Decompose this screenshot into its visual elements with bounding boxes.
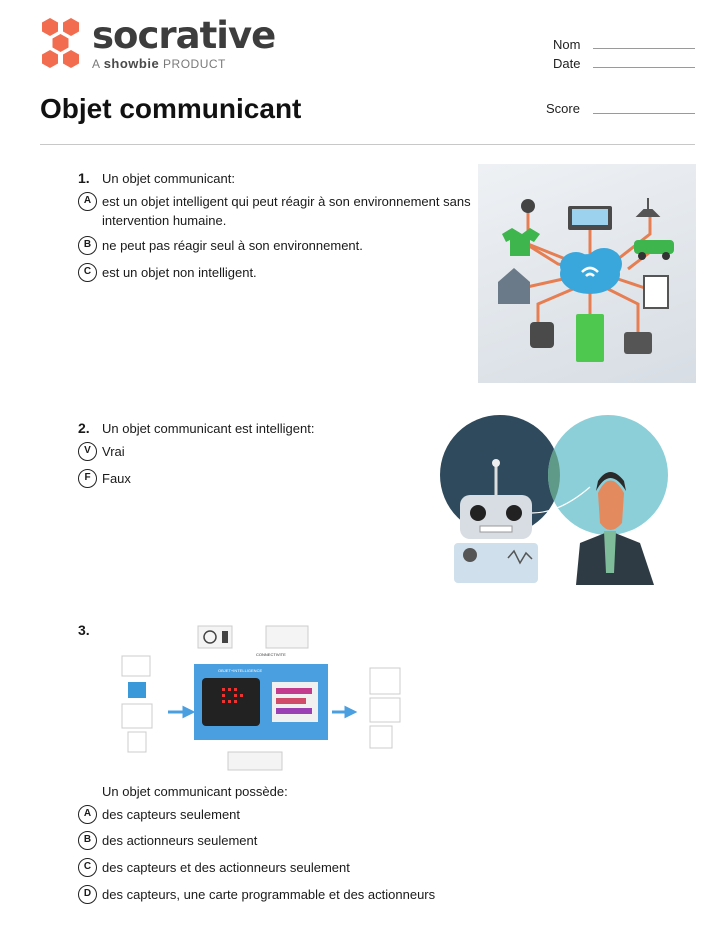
diagram-top-label: CONNECTIVITE: [256, 652, 286, 657]
person-face: [598, 481, 624, 531]
option-label: est un objet non intelligent.: [102, 265, 257, 280]
sensor-1: [122, 656, 150, 676]
question-2-number: 2.: [78, 420, 90, 436]
fridge-icon: [576, 314, 604, 362]
header-divider: [40, 144, 695, 145]
sensor-4: [128, 732, 146, 752]
scale-icon: [530, 322, 554, 348]
question-1-text: Un objet communicant:: [102, 171, 235, 186]
actuator-1: [370, 668, 400, 694]
diagram-board-label: OBJET+INTELLIGENCE: [218, 668, 263, 673]
lamp-icon: [638, 198, 658, 216]
watch-icon: [521, 199, 535, 213]
sensor-3: [122, 704, 152, 728]
option-label: des actionneurs seulement: [102, 833, 258, 848]
option-badge[interactable]: C: [78, 263, 97, 282]
actuator-2: [370, 698, 400, 722]
option-label: ne peut pas réagir seul à son environnement.: [102, 238, 363, 253]
option-badge[interactable]: C: [78, 858, 97, 877]
page-title: Objet communicant: [40, 93, 302, 124]
hexagon-logo-icon: [40, 16, 82, 68]
question-2-text: Un objet communicant est intelligent:: [102, 421, 315, 436]
brand-name: socrative: [92, 14, 276, 57]
question-3-number: 3.: [78, 622, 90, 638]
bottom-module: [228, 752, 282, 770]
option-badge[interactable]: V: [78, 442, 97, 461]
question-1-number: 1.: [78, 170, 90, 186]
mixer-icon: [624, 332, 652, 354]
score-label: Score: [546, 101, 580, 116]
bluetooth-icon: [222, 631, 228, 643]
option-badge[interactable]: B: [78, 236, 97, 255]
house-icon: [498, 268, 530, 304]
option-badge[interactable]: A: [78, 192, 97, 211]
option-label: Faux: [102, 471, 131, 486]
nom-field[interactable]: [593, 48, 695, 49]
option-label: est un objet intelligent qui peut réagir à son environnement sans intervention humaine.: [102, 194, 471, 228]
document-icon: [644, 276, 668, 308]
connected-object-diagram: [118, 622, 406, 774]
date-label: Date: [553, 56, 581, 71]
car-icon: [634, 240, 674, 254]
option-badge[interactable]: D: [78, 885, 97, 904]
option-label: des capteurs et des actionneurs seulement: [102, 860, 350, 875]
option-badge[interactable]: A: [78, 805, 97, 824]
output-arrow: [332, 708, 354, 716]
question-1-option-a[interactable]: [78, 192, 478, 232]
option-label: des capteurs, une carte programmable et des actionneurs: [102, 887, 436, 902]
iot-network-illustration: [478, 164, 696, 383]
input-arrow: [168, 708, 192, 716]
sensor-2: [128, 682, 146, 698]
nom-label: Nom: [553, 37, 581, 52]
option-badge[interactable]: F: [78, 469, 97, 488]
date-field[interactable]: [593, 67, 695, 68]
score-field[interactable]: [593, 113, 695, 114]
option-badge[interactable]: B: [78, 831, 97, 850]
shirt-icon: [502, 228, 540, 256]
question-3-text: Un objet communicant possède:: [102, 784, 288, 799]
option-label: des capteurs seulement: [102, 807, 241, 822]
actuator-3: [370, 726, 392, 748]
option-label: Vrai: [102, 444, 125, 459]
robot-human-illustration: [440, 413, 668, 585]
socrative-logo: [40, 16, 300, 72]
brand-tagline: A showbie PRODUCT: [92, 56, 226, 71]
